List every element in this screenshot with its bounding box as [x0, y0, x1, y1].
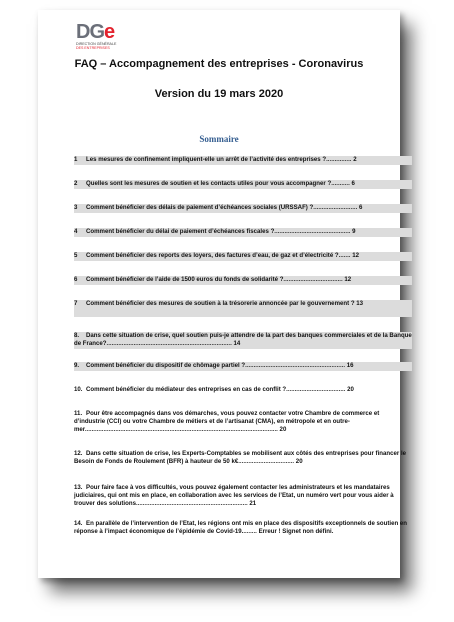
toc-entry-text: Comment bénéficier des mesures de soutien à la trésorerie annoncée par le gouvernement ? [86, 300, 355, 307]
toc-entry-text: Dans cette situation de crise, quel soutien puis-je attendre de la part des banques commerciales et de la Banque de France? [74, 332, 412, 347]
toc-entry[interactable] [74, 276, 412, 285]
toc-entry-number: 9. [74, 362, 80, 369]
toc-entry[interactable] [74, 332, 412, 349]
toc-entry-number: 1 [74, 156, 78, 163]
toc-heading: Sommaire [199, 134, 239, 144]
toc-entry-number: 6 [74, 276, 78, 283]
toc-entry-text: Comment bénéficier du dispositif de chômage partiel ? [86, 362, 246, 369]
toc-entry-page: 13 [354, 300, 364, 307]
toc-entry-leader: .................................................................. [135, 500, 248, 507]
toc-entry[interactable] [74, 362, 412, 371]
toc-entry-text: Comment bénéficier des délais de paiement d’échéances sociales (URSSAF) ? [86, 204, 314, 211]
toc-entry[interactable] [74, 450, 412, 467]
toc-entry-text: Dans cette situation de crise, les Experts-Comptables se mobilisent aux côtés des entreprises pour financer le Besoin de Fonds de Roulement (BFR) à hauteur de 50 k€ [74, 450, 407, 465]
toc-entry-page: 16 [345, 362, 354, 369]
toc-entry-number: 12. [74, 450, 83, 457]
toc-entry[interactable] [74, 252, 412, 261]
toc-entry-number: 4 [74, 228, 78, 235]
toc-entry-number: 3 [74, 204, 78, 211]
document-version: Version du 19 mars 2020 [154, 88, 284, 100]
toc-entry-text: Pour faire face à vos difficultés, vous pouvez également contacter les administrateurs et les mandataires judiciaires, qui ont mis en place, en collaboration avec les services de l’Etat, un numéro vert pour vous aider à trouver des solutions [74, 484, 394, 507]
toc-entry-leader: .................................................................................................................. [84, 426, 278, 433]
toc-entry[interactable] [74, 204, 412, 213]
document-page [38, 10, 412, 578]
toc-entry-page: 6 [349, 180, 355, 187]
toc-entry[interactable] [74, 484, 412, 509]
toc-entry[interactable] [74, 228, 412, 237]
toc-entry-text: Comment bénéficier du médiateur des entreprises en cas de conflit ? [86, 386, 287, 393]
toc-entry-number: 10. [74, 386, 83, 393]
toc-entry-number: 13. [74, 484, 83, 491]
toc-entry-leader: ................................. [238, 458, 295, 465]
toc-entry-page: 2 [351, 156, 357, 163]
toc-entry[interactable] [74, 156, 412, 165]
toc-entry-leader: .......................... [313, 204, 358, 211]
toc-entry-leader: ................................... [283, 276, 343, 283]
toc-entry-number: 11. [74, 410, 83, 417]
toc-entry-page: 6 [357, 204, 363, 211]
toc-entry-page: 9 [350, 228, 356, 235]
logo-mark [76, 22, 114, 42]
toc-entry-page: 20 [277, 426, 287, 433]
toc-entry-leader: ............... [326, 156, 352, 163]
toc-entry[interactable] [74, 410, 412, 435]
toc-entry-page: 20 [294, 458, 303, 465]
toc-entry[interactable] [74, 180, 412, 189]
logo-subtitle [76, 42, 146, 50]
toc-entry-text: En parallèle de l’intervention de l’Etat, les régions ont mis en place des dispositifs exceptionnels de soutien en réponse à l’impact économique de l’épidémie de Covid-19. [74, 520, 408, 535]
toc-entry-number: 7 [74, 300, 78, 307]
toc-entry-page: 21 [247, 500, 257, 507]
toc-entry-leader: ........................................................... [245, 362, 346, 369]
toc-entry[interactable] [74, 520, 412, 545]
toc-entry-page: 12 [342, 276, 352, 283]
toc-entry-number: 5 [74, 252, 78, 259]
toc-entry-page: Erreur ! Signet non défini. [256, 528, 334, 535]
logo-dg: DG [76, 21, 104, 43]
logo-sub-line1: DIRECTION GÉNÉRALE [76, 42, 117, 46]
toc-entry-text: Comment bénéficier des reports des loyers, des factures d’eau, de gaz et d’électricité ? [86, 252, 339, 259]
toc-entry-leader: ........... [331, 180, 350, 187]
toc-entry-page: 20 [345, 386, 354, 393]
toc-entry-leader: .......................................................................... [106, 340, 232, 347]
toc-entry-number: 8. [74, 332, 80, 339]
logo-e: e [104, 21, 115, 43]
toc-entry-leader: ....... [338, 252, 351, 259]
toc-entry-text: Pour être accompagnés dans vos démarches, vous pouvez contacter votre Chambre de commerce et d’industrie (CCI) ou votre Chambre de métiers et de l’artisanat (CMA), en métropole et en outre-mer [74, 410, 380, 433]
toc-entry-leader: ........ [243, 528, 257, 535]
toc-entry[interactable] [74, 386, 412, 395]
toc-entry-leader: ............................................. [274, 228, 351, 235]
toc-entry-leader: ................................... [286, 386, 346, 393]
dge-logo [76, 22, 136, 54]
toc-entry-page: 12 [350, 252, 359, 259]
toc-entry-text: Quelles sont les mesures de soutien et les contacts utiles pour vous accompagner ? [86, 180, 332, 187]
toc-entry[interactable] [74, 300, 412, 317]
document-title: FAQ – Accompagnement des entreprises - Coronavirus [74, 58, 364, 70]
toc-entry-number: 14. [74, 520, 83, 527]
toc-entry-page: 14 [231, 340, 241, 347]
toc-entry-text: Les mesures de confinement impliquent-elle un arrêt de l’activité des entreprises ? [86, 156, 327, 163]
toc-entry-text: Comment bénéficier du délai de paiement d’échéances fiscales ? [86, 228, 275, 235]
logo-sub-line2: DES ENTREPRISES [76, 46, 110, 50]
toc-entry-number: 2 [74, 180, 78, 187]
toc-entry-text: Comment bénéficier de l’aide de 1500 euros du fonds de solidarité ? [86, 276, 284, 283]
